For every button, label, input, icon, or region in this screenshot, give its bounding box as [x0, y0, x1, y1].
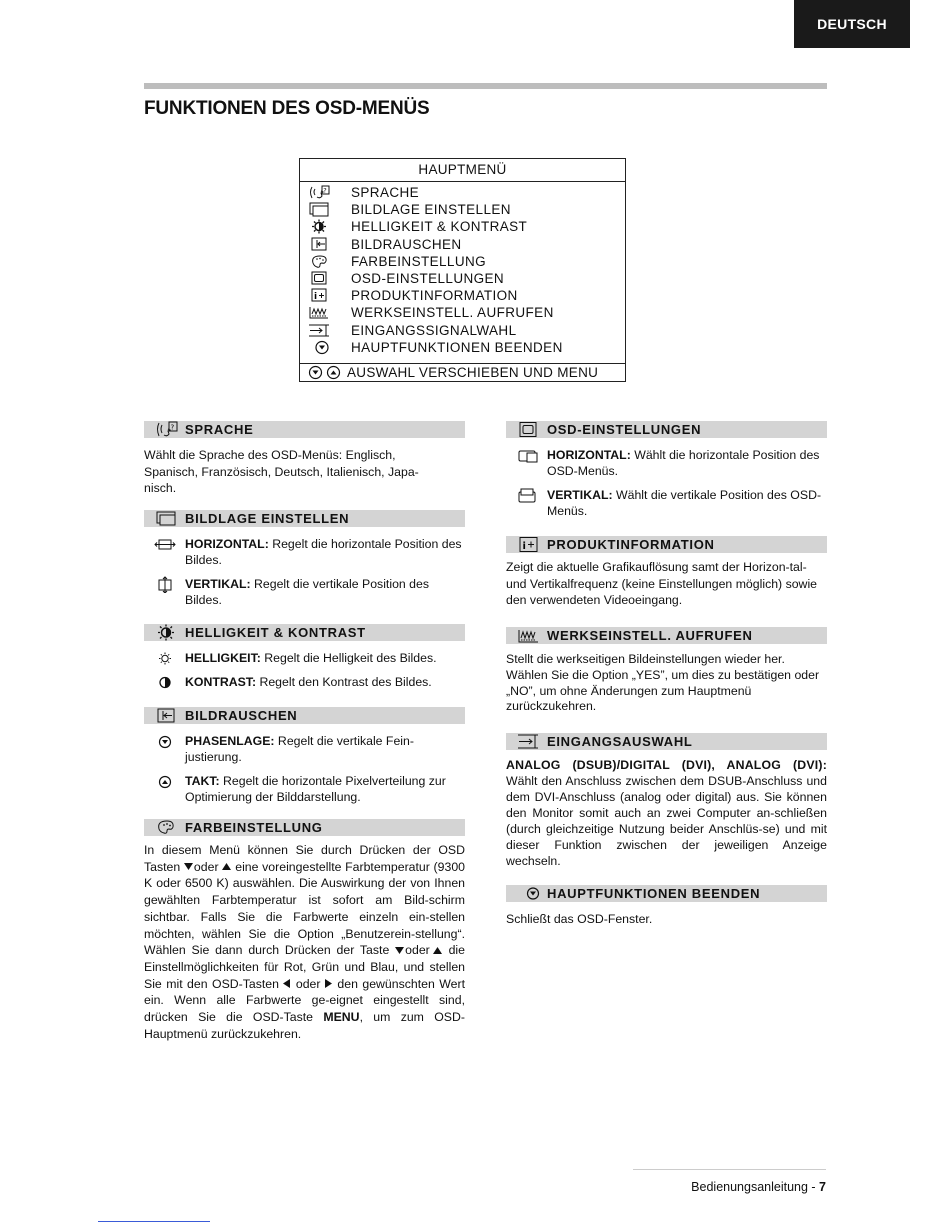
osd-vertical-icon	[516, 487, 538, 504]
main-menu-footer-text: AUSWAHL VERSCHIEBEN UND MENU	[347, 365, 599, 380]
brightness-icon	[154, 624, 178, 641]
info-icon	[308, 288, 330, 303]
section-werk	[506, 627, 827, 715]
language-icon	[154, 421, 178, 438]
menu-item-label: EINGANGSSIGNALWAHL	[351, 322, 517, 338]
text: Regelt die horizontale Pixelverteilung zur Optimierung der Bilddarstellung.	[185, 774, 446, 804]
text: Wählt die vertikale Position des OSD-Menüs.	[547, 488, 822, 518]
up-arrow-button-icon	[326, 365, 341, 380]
menu-item-osd	[300, 270, 625, 287]
section-title: BILDRAUSCHEN	[185, 708, 298, 723]
vertical-item	[506, 487, 827, 519]
section-text: Wählt die Sprache des OSD-Menüs: Englisch, Spanisch, Französisch, Deutsch, Italienisch, Japa-nisch.	[144, 448, 419, 496]
menu-item-label: HAUPTFUNKTIONEN BEENDEN	[351, 339, 563, 355]
down-triangle-icon	[395, 947, 405, 955]
main-menu-footer	[308, 365, 598, 380]
noise-icon	[308, 237, 330, 252]
section-header	[144, 624, 465, 641]
up-triangle-icon	[222, 863, 232, 871]
down-triangle-icon	[184, 863, 194, 871]
color-palette-icon	[154, 819, 178, 836]
text: Regelt die vertikale Fein-justierung.	[185, 734, 414, 764]
section-title: HAUPTFUNKTIONEN BEENDEN	[547, 886, 761, 901]
section-header	[144, 421, 465, 438]
section-header	[506, 733, 827, 750]
label: HORIZONTAL:	[185, 537, 269, 551]
osd-horizontal-icon	[516, 447, 538, 464]
right-triangle-icon	[325, 979, 333, 989]
section-beenden	[506, 885, 827, 928]
brightness-item	[144, 650, 465, 666]
page-footer	[691, 1180, 826, 1194]
osd-icon	[516, 421, 540, 438]
menu-item-label: BILDLAGE EINSTELLEN	[351, 202, 511, 218]
menu-item-eingang	[300, 322, 625, 339]
label: HELLIGKEIT:	[185, 651, 261, 665]
menu-item-helligkeit	[300, 218, 625, 235]
horizontal-item	[144, 536, 465, 568]
up-arrow-button-icon	[154, 773, 176, 790]
menu-item-produkt	[300, 287, 625, 304]
osd-icon	[308, 271, 330, 286]
input-icon	[308, 323, 330, 338]
menu-item-label: WERKSEINSTELL. AUFRUFEN	[351, 305, 554, 321]
text: Wählt die horizontale Position des OSD-Menüs.	[547, 448, 820, 478]
section-bildlage	[144, 510, 465, 608]
menu-item-farbe	[300, 253, 625, 270]
section-header	[506, 885, 827, 902]
page-title: FUNKTIONEN DES OSD-MENÜS	[144, 98, 430, 119]
info-icon	[516, 536, 540, 553]
position-icon	[154, 510, 178, 527]
label: PHASENLAGE:	[185, 734, 275, 748]
contrast-item	[144, 674, 465, 690]
color-palette-icon	[308, 254, 330, 269]
footer-rule	[633, 1169, 826, 1170]
vertical-position-icon	[154, 576, 176, 593]
section-helligkeit	[144, 624, 465, 690]
section-produkt	[506, 536, 827, 609]
noise-icon	[154, 707, 178, 724]
exit-icon	[308, 340, 330, 355]
language-tab: DEUTSCH	[794, 0, 910, 48]
menu-item-label: FARBEINSTELLUNG	[351, 253, 487, 269]
label: VERTIKAL:	[185, 577, 251, 591]
section-title: SPRACHE	[185, 422, 254, 437]
section-header	[506, 421, 827, 438]
input-icon	[516, 733, 540, 750]
section-text: Schließt das OSD-Fenster.	[506, 912, 653, 926]
sun-icon	[154, 650, 176, 667]
main-menu-title: HAUPTMENÜ	[418, 162, 507, 177]
vertical-item	[144, 576, 465, 608]
contrast-icon	[154, 674, 176, 691]
label: HORIZONTAL:	[547, 448, 631, 462]
horizontal-item	[506, 447, 827, 479]
horizontal-position-icon	[154, 536, 176, 553]
section-farbe	[144, 819, 465, 1042]
svg-text:?: ?	[170, 423, 175, 432]
menu-item-beenden	[300, 339, 625, 356]
down-arrow-button-icon	[154, 733, 176, 750]
section-eingang	[506, 733, 827, 869]
brightness-icon	[308, 219, 330, 234]
text: Regelt die vertikale Position des Bildes.	[185, 577, 429, 607]
page-number: 7	[819, 1180, 826, 1194]
divider	[300, 181, 625, 182]
section-text: In diesem Menü können Sie durch Drücken der OSD Tasten oder eine voreingestellte Farbtemperatur (9300 K oder 6500 K) auswählen. Die Auswirkung der von Ihnen gewählten Farbtemperatur ist sofort am Bild-schirm sichtbar. Falls Sie die Farbwerte einzeln ein-stellen möchten, wählen Sie die Option „Benutzerein-stellung“. Wählen Sie dann durch Drücken der Taste oder die Einstellmöglichkeiten für Rot, Grün und Blau, und stellen Sie mit den OSD-Tasten oder den gewünschten Wert ein. Wenn alle Farbwerte ge-eignet eingestellt sind, drücken Sie die OSD-Taste MENU, um zum OSD-Hauptmenü zurückzukehren.	[144, 843, 466, 1041]
section-header	[144, 819, 465, 836]
label: TAKT:	[185, 774, 220, 788]
section-title: PRODUKTINFORMATION	[547, 537, 715, 552]
label: VERTIKAL:	[547, 488, 613, 502]
menu-item-label: HELLIGKEIT & KONTRAST	[351, 219, 528, 235]
section-title: BILDLAGE EINSTELLEN	[185, 511, 350, 526]
menu-item-label: PRODUKTINFORMATION	[351, 288, 518, 304]
section-header	[506, 627, 827, 644]
section-title: EINGANGSAUSWAHL	[547, 734, 693, 749]
label: KONTRAST:	[185, 675, 257, 689]
text: Regelt die horizontale Position des Bildes.	[185, 537, 462, 567]
section-sprache	[144, 421, 465, 497]
header-rule	[144, 83, 827, 89]
factory-reset-icon	[516, 627, 540, 644]
phase-item	[144, 733, 465, 765]
menu-item-bildlage	[300, 201, 625, 218]
section-bildrauschen	[144, 707, 465, 805]
up-triangle-icon	[433, 947, 443, 955]
language-icon	[308, 185, 330, 200]
section-text: Stellt die werkseitigen Bildeinstellungen wieder her. Wählen Sie die Option „YES”, um dies zu bestätigen oder „NO”, um ohne Änderungen zum Hauptmenü zurückzukehren.	[506, 652, 820, 714]
down-arrow-button-icon	[308, 365, 323, 380]
svg-text:i: i	[522, 541, 526, 552]
section-header	[144, 510, 465, 527]
main-menu-diagram	[299, 158, 626, 382]
section-title: OSD-EINSTELLUNGEN	[547, 422, 702, 437]
section-header	[144, 707, 465, 724]
section-osd	[506, 421, 827, 519]
menu-item-werk	[300, 304, 625, 321]
section-title: WERKSEINSTELL. AUFRUFEN	[547, 628, 753, 643]
svg-text:?: ?	[323, 186, 327, 195]
menu-item-bildrauschen	[300, 236, 625, 253]
text: Regelt die Helligkeit des Bildes.	[260, 651, 437, 665]
section-title: HELLIGKEIT & KONTRAST	[185, 625, 366, 640]
blue-underline	[98, 1221, 210, 1222]
menu-item-label: BILDRAUSCHEN	[351, 236, 462, 252]
svg-text:i: i	[314, 292, 318, 303]
section-header	[506, 536, 827, 553]
position-icon	[308, 202, 330, 217]
input-options-label: ANALOG (DSUB)/DIGITAL (DVI), ANALOG (DVI):	[506, 758, 827, 772]
menu-item-label: OSD-EINSTELLUNGEN	[351, 270, 505, 286]
text: Regelt den Kontrast des Bildes.	[256, 675, 432, 689]
clock-item	[144, 773, 465, 805]
section-text: ANALOG (DSUB)/DIGITAL (DVI), ANALOG (DVI): Wählt den Anschluss zwischen dem DSUB-Anschluss und dem DVI-Anschluss (analog oder digital) aus. Sie können den Monitor somit auch an zwei Computer an-schließen (durch gleichzeitige Nutzung beider Anschlüs-se) und mit dieser Funktion zwischen der jeweiligen Anzeige wechseln.	[506, 758, 827, 868]
section-title: FARBEINSTELLUNG	[185, 820, 323, 835]
exit-icon	[516, 885, 540, 902]
factory-reset-icon	[308, 305, 330, 320]
footer-text: Bedienungsanleitung -	[691, 1180, 820, 1194]
divider	[300, 363, 625, 364]
menu-item-label: SPRACHE	[351, 185, 420, 200]
section-text: Zeigt die aktuelle Grafikauflösung samt der Horizon-tal- und Vertikalfrequenz (keine Einstellungen möglich) sowie den verwendeten Videoeingang.	[506, 560, 818, 608]
menu-item-sprache	[300, 184, 625, 201]
